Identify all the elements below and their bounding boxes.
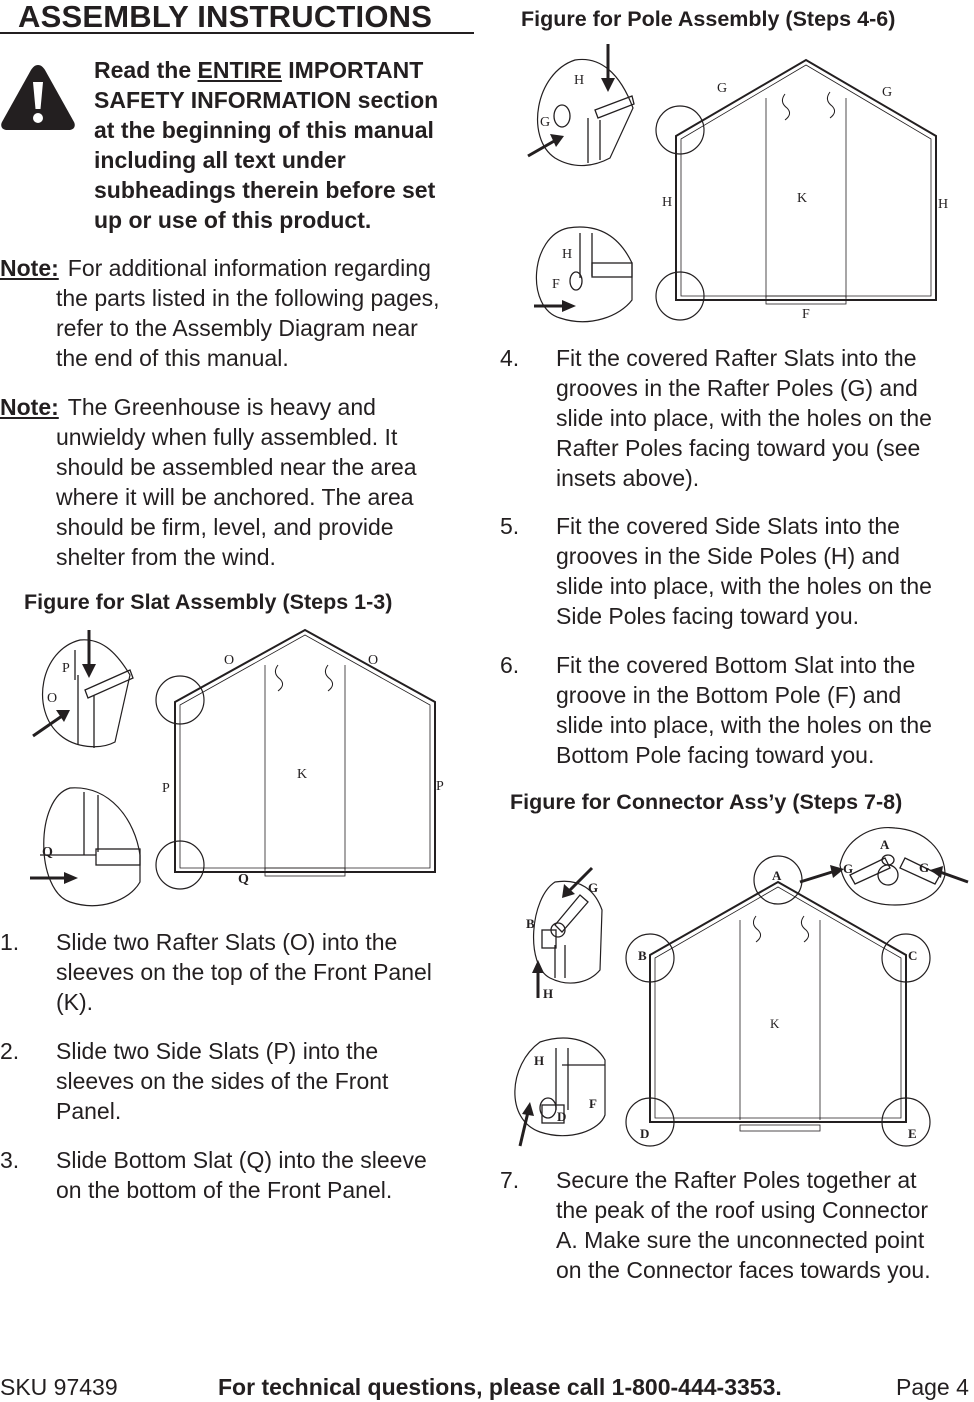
step-text: sleeves on the sides of the Front [56,1068,389,1094]
warning-emphasis: ENTIRE [197,57,282,83]
warning-line: at the beginning of this manual [94,117,434,143]
warning-line: including all text under [94,147,346,173]
label-panel: K [770,1016,780,1031]
inset-label-g: G [843,861,854,876]
step-text: A. Make sure the unconnected point [556,1227,925,1253]
section-title: ASSEMBLY INSTRUCTIONS [0,0,474,34]
step-text: Slide two Side Slats (P) into the [56,1038,379,1064]
inset-label-b: B [526,916,535,931]
warning-line: subheadings therein before set [94,177,436,203]
connector-assembly-figure [500,820,974,1150]
note-text: should be assembled near the area [56,454,417,480]
warning-line: SAFETY INFORMATION section [94,87,439,113]
label-connector-e: E [908,1126,917,1141]
step-text: Panel. [56,1098,122,1124]
label-connector-b: B [638,948,647,963]
note-text: should be firm, level, and provide [56,514,394,540]
step-text: Fit the covered Side Slats into the [556,513,900,539]
step-text: insets above). [556,465,700,491]
step-text: groove in the Bottom Pole (F) and [556,682,902,708]
note-text: For additional information regarding [67,255,431,281]
label-panel: K [297,767,308,782]
footer-sku: SKU 97439 [0,1374,118,1400]
step-text: (K). [56,989,94,1015]
label-roof-left: O [224,653,235,668]
inset-label-h: H [562,247,573,262]
label-bottom: Q [238,872,249,887]
label-side-right: P [436,779,444,794]
label-connector-d: D [640,1126,650,1141]
note-label: Note: [0,394,59,420]
step-text: Slide Bottom Slat (Q) into the sleeve [56,1147,427,1173]
label-roof-right: G [882,85,893,100]
warning-line1-rest: IMPORTANT [281,57,424,83]
label-side-left: P [162,781,170,796]
inset-label-q: Q [42,845,53,860]
step-number: 5. [500,513,520,539]
step-text: grooves in the Side Poles (H) and [556,543,900,569]
label-bottom: F [802,307,810,322]
note-label: Note: [0,255,59,281]
inset-label-a: A [880,837,890,852]
note-parts-reference [0,253,474,373]
step-text: Fit the covered Rafter Slats into the [556,345,917,371]
step-number: 4. [500,345,520,371]
inset-label-h: H [534,1053,545,1068]
note-text: The Greenhouse is heavy and [67,394,376,420]
inset-label-o: O [47,691,58,706]
note-heavy-unwieldy [0,392,474,572]
step-text: Side Poles facing toward you. [556,603,860,629]
note-text: the parts listed in the following pages, [56,285,440,311]
pole-assembly-figure [500,38,974,328]
inset-label-g: G [588,880,599,895]
footer-page-number: Page 4 [896,1374,969,1400]
step-number: 1. [0,929,20,955]
inset-label-f: F [589,1096,597,1111]
note-text: refer to the Assembly Diagram near [56,315,418,341]
step-text: on the Connector faces towards you. [556,1257,931,1283]
step-text: slide into place, with the holes on the [556,573,932,599]
warning-line: up or use of this product. [94,207,372,233]
step-number: 3. [0,1147,20,1173]
note-text: unwieldy when fully assembled. It [56,424,398,450]
step-text: on the bottom of the Front Panel. [56,1177,393,1203]
warning-triangle-icon [0,62,76,132]
inset-label-h: H [574,73,585,88]
note-text: the end of this manual. [56,345,289,371]
figure-caption-slat: Figure for Slat Assembly (Steps 1-3) [24,590,393,614]
step-text: slide into place, with the holes on the [556,712,932,738]
footer-support-phone: For technical questions, please call 1-800-444-3353. [218,1374,782,1400]
label-panel: K [797,191,808,206]
step-number: 7. [500,1167,520,1193]
figure-caption-pole: Figure for Pole Assembly (Steps 4-6) [521,7,896,31]
inset-label-d: D [557,1109,567,1124]
label-roof-right: O [368,653,379,668]
warning-prefix: Read the [94,57,198,83]
step-text: Fit the covered Bottom Slat into the [556,652,916,678]
inset-label-p: P [62,661,70,676]
safety-warning [94,55,472,235]
step-text: Slide two Rafter Slats (O) into the [56,929,398,955]
step-number: 6. [500,652,520,678]
inset-label-g: G [919,860,930,875]
figure-caption-connector: Figure for Connector Ass’y (Steps 7-8) [510,790,903,814]
step-text: Rafter Poles facing toward you (see [556,435,921,461]
step-text: Bottom Pole facing toward you. [556,742,875,768]
step-number: 2. [0,1038,20,1064]
label-connector-c: C [908,948,918,963]
step-text: grooves in the Rafter Poles (G) and [556,375,918,401]
label-side-right: H [938,197,949,212]
note-text: shelter from the wind. [56,544,276,570]
inset-label-g: G [540,115,551,130]
step-text: sleeves on the top of the Front Panel [56,959,432,985]
label-side-left: H [662,195,673,210]
note-text: where it will be anchored. The area [56,484,414,510]
step-text: Secure the Rafter Poles together at [556,1167,917,1193]
inset-label-f: F [552,277,560,292]
slat-assembly-figure [0,620,474,912]
label-connector-a: A [772,868,782,883]
step-text: the peak of the roof using Connector [556,1197,929,1223]
inset-label-h: H [543,986,554,1001]
step-text: slide into place, with the holes on the [556,405,932,431]
label-roof-left: G [717,81,728,96]
